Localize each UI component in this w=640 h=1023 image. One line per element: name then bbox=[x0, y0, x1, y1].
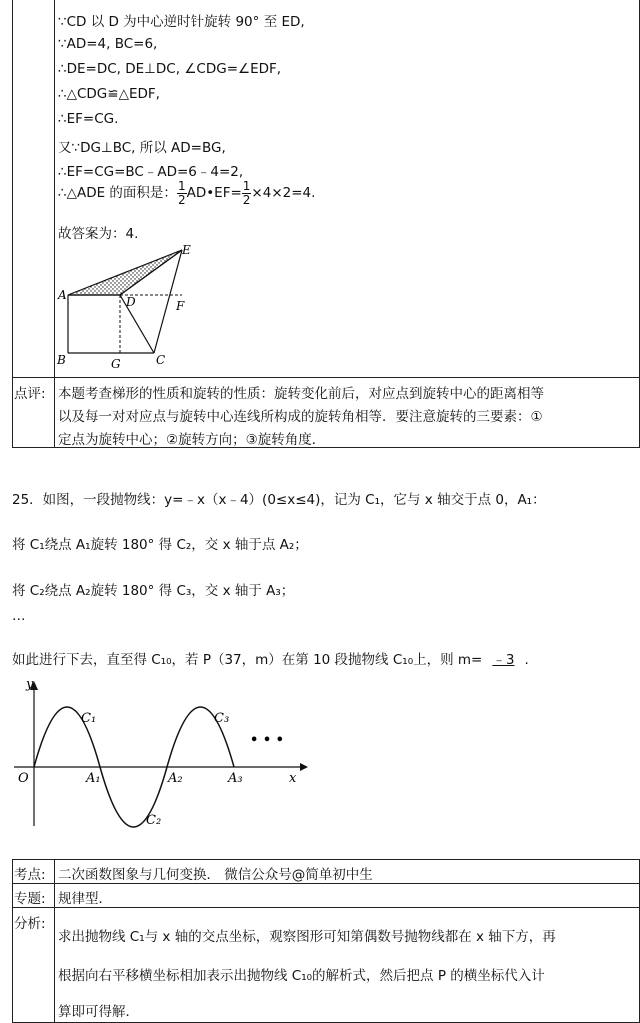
analysis-label: 分析: bbox=[14, 916, 46, 932]
solution-line-1: ∵CD 以 D 为中心逆时针旋转 90° 至 ED, bbox=[58, 14, 305, 30]
solution-line-3: ∴DE=DC, DE⊥DC, ∠CDG=∠EDF, bbox=[58, 61, 282, 77]
label-c2: C₂ bbox=[146, 813, 162, 828]
parabola-figure bbox=[10, 676, 310, 836]
analysis-text-line-1: 求出抛物线 C₁与 x 轴的交点坐标，观察图形可知第偶数号抛物线都在 x 轴下方，再 bbox=[58, 929, 556, 945]
comment-text-line-2: 以及每一对对应点与旋转中心连线所构成的旋转角相等．要注意旋转的三要素：① bbox=[58, 409, 543, 425]
solution-line-6: 又∵DG⊥BC, 所以 AD=BG, bbox=[58, 140, 226, 156]
label-a: A bbox=[58, 288, 67, 302]
comment-label: 点评: bbox=[14, 386, 46, 402]
label-d: D bbox=[126, 295, 136, 309]
topic-text: 二次函数图象与几何变换． 微信公众号@简单初中生 bbox=[58, 867, 373, 883]
comment-text-line-3: 定点为旋转中心；②旋转方向；③旋转角度． bbox=[58, 432, 326, 448]
analysis-text-line-3: 算即可得解． bbox=[58, 1004, 139, 1020]
solution-line-2: ∵AD=4, BC=6, bbox=[58, 36, 158, 52]
comment-text-line-1: 本题考查梯形的性质和旋转的性质：旋转变化前后，对应点到旋转中心的距离相等 bbox=[58, 386, 544, 402]
area-suffix: ×4×2=4. bbox=[251, 185, 316, 201]
label-f: F bbox=[176, 299, 185, 313]
analysis-text-line-2: 根据向右平移横坐标相加表示出抛物线 C₁₀的解析式，然后把点 P 的横坐标代入计 bbox=[58, 968, 545, 984]
label-a1: A₁ bbox=[86, 771, 101, 786]
area-prefix: ∴△ADE 的面积是： bbox=[58, 185, 177, 201]
label-a2: A₂ bbox=[168, 771, 183, 786]
q25-line-4: … bbox=[12, 608, 26, 624]
fraction-half-1: $\frac{1}{2}$ bbox=[177, 178, 186, 207]
fraction-half-2: $\frac{1}{2}$ bbox=[242, 178, 251, 207]
label-c1: C₁ bbox=[81, 711, 97, 726]
analysis-row-divider-2 bbox=[12, 907, 639, 908]
label-y: y bbox=[26, 677, 34, 692]
x-axis-arrow bbox=[300, 763, 308, 771]
q25-answer: ﹣3 bbox=[492, 652, 515, 668]
label-a3: A₃ bbox=[228, 771, 243, 786]
label-c: C bbox=[156, 353, 166, 367]
label-b: B bbox=[57, 353, 66, 367]
label-dots: • • • bbox=[250, 733, 284, 748]
analysis-row-divider-1 bbox=[12, 883, 639, 884]
q25-line-5 bbox=[12, 648, 529, 668]
solution-column-divider bbox=[54, 0, 55, 447]
category-text: 规律型． bbox=[58, 891, 112, 907]
comment-row-divider bbox=[12, 377, 639, 378]
answer-line: 故答案为：4. bbox=[58, 226, 139, 242]
q25-line-5-suffix: . bbox=[524, 652, 529, 668]
area-formula-line bbox=[58, 176, 315, 210]
solution-line-4: ∴△CDG≌△EDF, bbox=[58, 86, 160, 102]
label-e: E bbox=[182, 243, 191, 257]
area-mid: AD•EF= bbox=[186, 185, 242, 201]
solution-line-5: ∴EF=CG. bbox=[58, 111, 119, 127]
solution-line-7: ∴EF=CG=BC﹣AD=6﹣4=2, bbox=[58, 164, 244, 180]
q25-line-1: 25．如图，一段抛物线：y=﹣x（x﹣4）(0≤x≤4)，记为 C₁，它与 x 轴交于点 0，A₁： bbox=[12, 492, 546, 508]
label-o: O bbox=[18, 771, 29, 786]
q25-line-3: 将 C₂绕点 A₂旋转 180° 得 C₃，交 x 轴于 A₃； bbox=[12, 583, 295, 599]
label-g: G bbox=[111, 357, 121, 371]
triangle-ade bbox=[68, 250, 182, 295]
category-label: 专题: bbox=[14, 891, 46, 907]
topic-label: 考点: bbox=[14, 867, 46, 883]
q25-line-5-prefix: 如此进行下去，直至得 C₁₀，若 P（37，m）在第 10 段抛物线 C₁₀上，则 m= bbox=[12, 652, 483, 668]
label-c3: C₃ bbox=[214, 711, 230, 726]
trapezoid-figure bbox=[56, 240, 216, 376]
label-x: x bbox=[289, 771, 297, 786]
q25-line-2: 将 C₁绕点 A₁旋转 180° 得 C₂，交 x 轴于点 A₂； bbox=[12, 537, 308, 553]
